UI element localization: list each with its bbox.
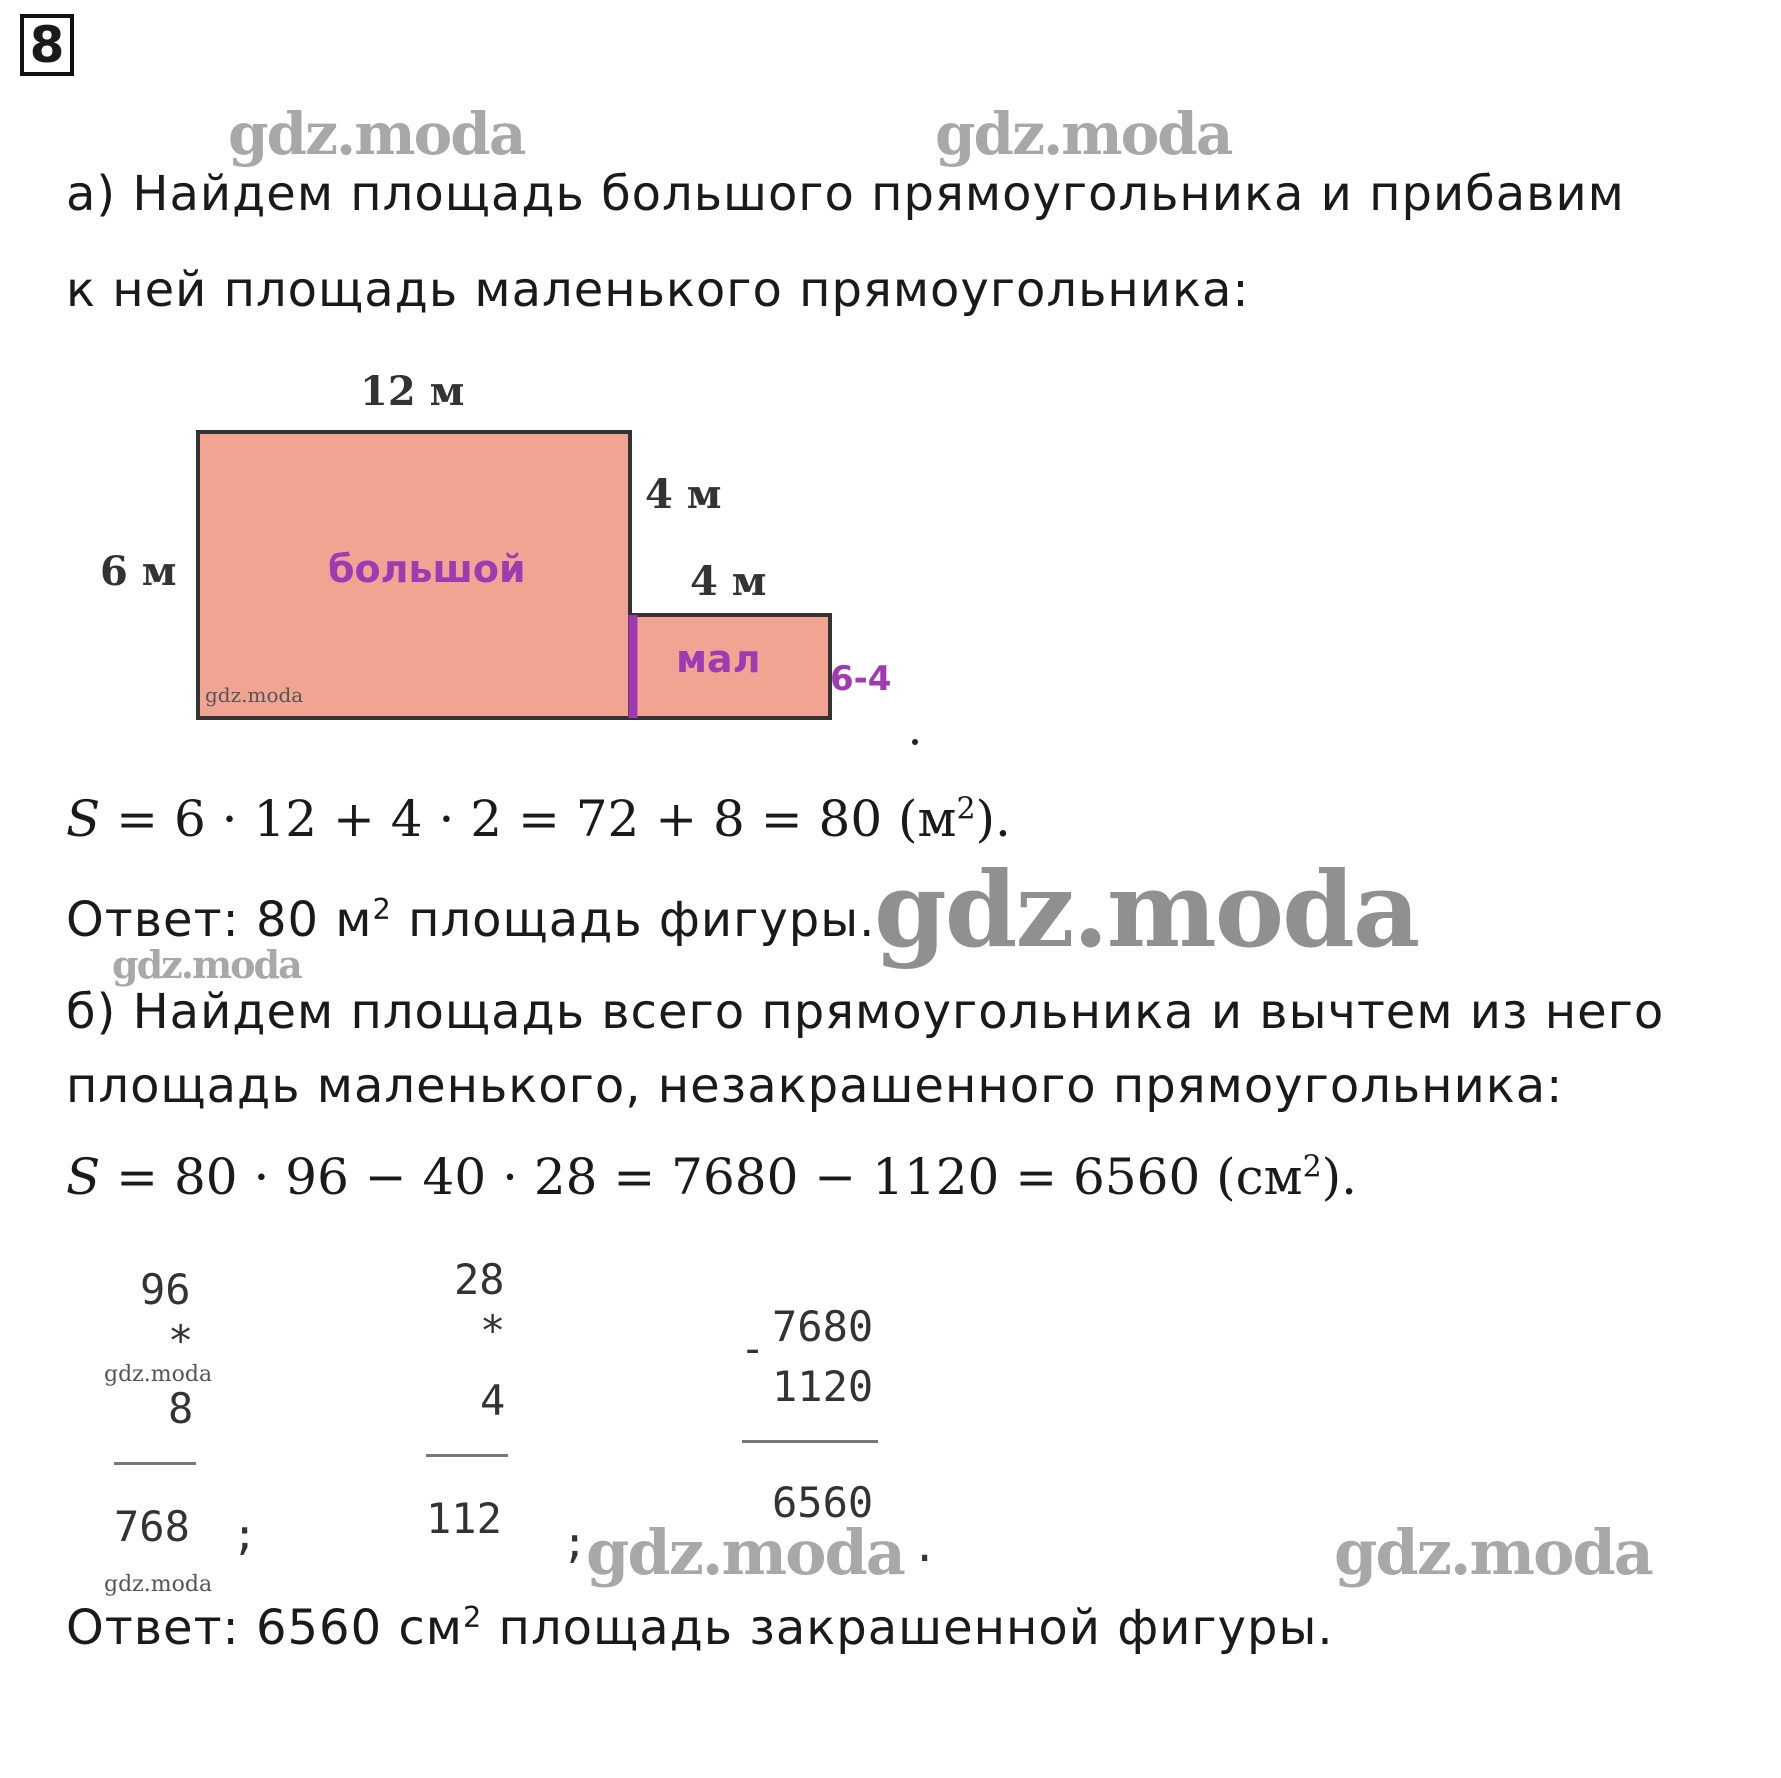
- watermark: gdz.moda: [935, 100, 1232, 168]
- part-a-line-2: к ней площадь маленького прямоугольника:: [66, 262, 1250, 318]
- label-small-top: 4 м: [690, 558, 767, 605]
- label-small-right: 6-4: [830, 659, 892, 699]
- calc1-top: 96: [140, 1265, 191, 1314]
- calc2-top: 28: [454, 1255, 505, 1304]
- calc1-bottom: 8: [168, 1384, 194, 1433]
- figure: [60, 340, 920, 760]
- part-b-line-2: площадь маленького, незакрашенного прямоугольника:: [66, 1058, 1564, 1114]
- big-name: большой: [328, 547, 526, 591]
- answer-b: Ответ: 6560 $см^2$ площадь закрашенной фигуры.: [66, 1600, 1334, 1656]
- calc2-sep: ;: [562, 1518, 588, 1567]
- part-b-line-1: б) Найдем площадь всего прямоугольника и вычтем из него: [66, 984, 1665, 1040]
- small-name: мал: [676, 637, 761, 681]
- watermark: gdz.moda: [104, 1362, 213, 1387]
- calc2-bottom: 4: [480, 1376, 506, 1425]
- label-left: 6 м: [100, 548, 177, 595]
- calc1-line: [114, 1462, 196, 1465]
- calc3-top: 7680: [772, 1302, 874, 1351]
- watermark: gdz.moda: [586, 1516, 904, 1589]
- calc1-op: *: [168, 1316, 194, 1365]
- answer-a: Ответ: 80 $м^2$ площадь фигуры.: [66, 892, 876, 948]
- calc1-result: 768: [114, 1502, 190, 1551]
- calc3-result: 6560: [772, 1478, 874, 1527]
- label-right-upper: 4 м: [645, 471, 722, 518]
- calc2-result: 112: [426, 1494, 502, 1543]
- watermark: gdz.moda: [112, 942, 301, 987]
- watermark: gdz.moda: [1334, 1516, 1652, 1589]
- calc3-sep: .: [912, 1522, 938, 1571]
- part-a-line-1: а) Найдем площадь большого прямоугольника и прибавим: [66, 166, 1625, 222]
- calc3-op: -: [740, 1324, 766, 1373]
- watermark: gdz.moda: [104, 1572, 213, 1597]
- calc1-sep: ;: [232, 1510, 258, 1559]
- watermark: gdz.moda: [205, 683, 304, 707]
- calc3-bottom: 1120: [772, 1362, 874, 1411]
- calc2-line: [426, 1454, 508, 1457]
- formula-b: S = 80 · 96 − 40 · 28 = 7680 − 1120 = 6560 $(см^2)$.: [66, 1148, 1358, 1206]
- problem-number: 8: [20, 14, 74, 76]
- watermark: gdz.moda: [228, 100, 525, 168]
- calc2-op: *: [480, 1306, 506, 1355]
- calc3-line: [742, 1440, 878, 1443]
- label-top: 12 м: [360, 368, 465, 415]
- watermark: gdz.moda: [874, 848, 1419, 971]
- formula-a: S = 6 · 12 + 4 · 2 = 72 + 8 = 80 $(м^2)$.: [66, 790, 1011, 848]
